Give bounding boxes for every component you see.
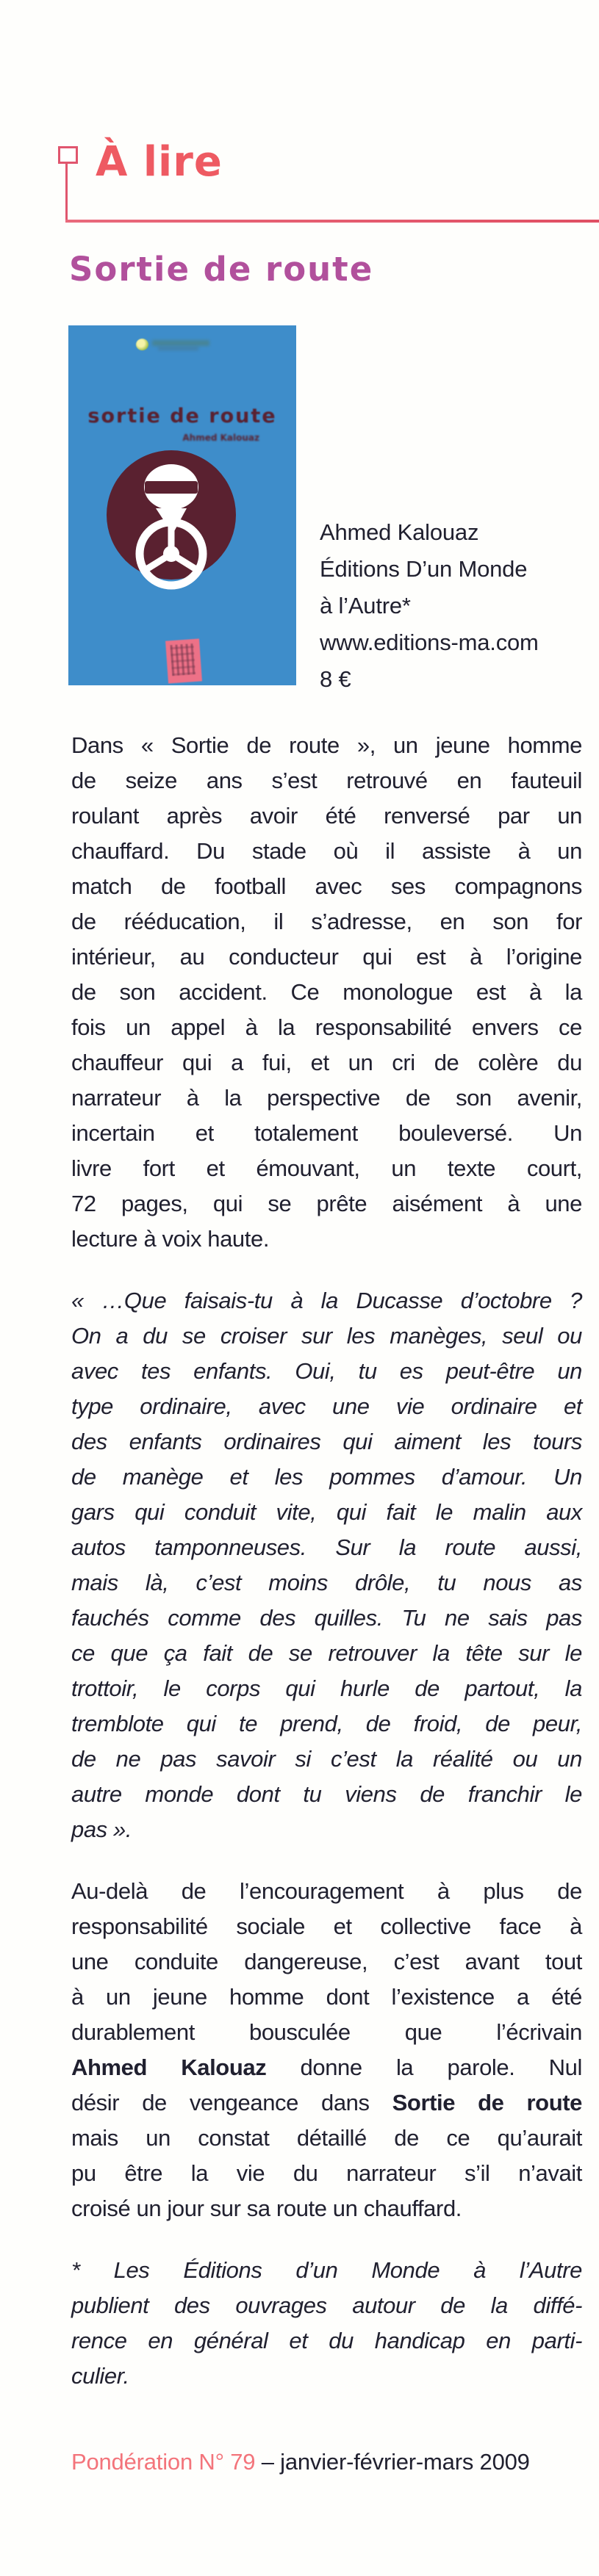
paragraph-line: mais un constat détaillé de ce qu’aurait (71, 2125, 582, 2151)
article-body (71, 728, 582, 2420)
paragraph-line: 72 pages, qui se prête aisément à une (71, 1191, 582, 1216)
paragraph-line: rence en général et du handicap en parti- (71, 2328, 582, 2353)
paragraph-line: livre fort et émouvant, un texte court, (71, 1155, 582, 1181)
paragraph-line: avec tes enfants. Oui, tu es peut-être un (71, 1358, 582, 1384)
section-rule-horizontal (65, 220, 599, 223)
book-cover-image (68, 325, 296, 685)
paragraph-line: incertain et totalement bouleversé. Un (71, 1120, 582, 1146)
paragraph-line: de seize ans s’est retrouvé en fauteuil (71, 768, 582, 793)
paragraph-line: intérieur, au conducteur qui est à l’origine (71, 944, 582, 970)
book-publisher-url: www.editions-ma.com (320, 629, 539, 655)
paragraph-line: lecture à voix haute. (71, 1226, 270, 1252)
paragraph-line: ce que ça fait de se retrouver la tête sur le (71, 1640, 582, 1666)
paragraph-line: On a du se croiser sur les manèges, seul ou (71, 1323, 582, 1349)
journal-name: Pondération N° 79 (71, 2449, 256, 2475)
paragraph (71, 1283, 582, 1847)
paragraph-line: mais là, c’est moins drôle, tu nous as (71, 1570, 582, 1595)
paragraph-line: de ne pas savoir si c’est la réalité ou un (71, 1746, 582, 1772)
cover-book-title: sortie de route (87, 405, 277, 427)
book-publisher-line2: à l’Autre* (320, 593, 411, 618)
article-title: Sortie de route (69, 250, 374, 289)
paragraph-line: match de football avec ses compagnons (71, 873, 582, 899)
paragraph-line: gars qui conduit vite, qui fait le malin aux (71, 1499, 582, 1525)
paragraph-line: pu être la vie du narrateur s’il n’avait (71, 2160, 582, 2186)
paragraph-line: pas ». (71, 1816, 132, 1842)
paragraph (71, 1874, 582, 2226)
paragraph-line: fauchés comme des quilles. Tu ne sais pas (71, 1605, 582, 1631)
paragraph-line: trottoir, le corps qui hurle de partout, la (71, 1675, 582, 1701)
paragraph-line: autre monde dont tu viens de franchir le (71, 1781, 582, 1807)
book-info-block (320, 514, 592, 698)
page-footer (71, 2449, 586, 2475)
section-corner-square-icon (58, 146, 78, 164)
paragraph-line: de manège et les pommes d’amour. Un (71, 1464, 582, 1490)
paragraph-line: chauffard. Du stade où il assiste à un (71, 838, 582, 864)
paragraph-line: de son accident. Ce monologue est à la (71, 979, 582, 1005)
paragraph-line: à un jeune homme dont l’existence a été (71, 1984, 582, 2010)
paragraph-line: type ordinaire, avec une vie ordinaire et (71, 1393, 582, 1419)
paragraph-line: de rééducation, il s’adresse, en son for (71, 909, 582, 934)
paragraph-line: une conduite dangereuse, c’est avant tout (71, 1949, 582, 1974)
paragraph-line: * Les Éditions d’un Monde à l’Autre (71, 2257, 582, 2283)
paragraph-line: culier. (71, 2363, 129, 2389)
book-publisher-line1: Éditions D’un Monde (320, 556, 528, 582)
paragraph-line: Dans « Sortie de route », un jeune homme (71, 732, 582, 758)
paragraph-line: fois un appel à la responsabilité envers ce (71, 1014, 582, 1040)
paragraph-line: responsabilité sociale et collective face à (71, 1913, 582, 1939)
driver-steering-wheel-illustration (68, 325, 296, 685)
paragraph-line: roulant après avoir été renversé par un (71, 803, 582, 829)
paragraph-line: des enfants ordinaires qui aiment les tours (71, 1429, 582, 1454)
section-rule-vertical (65, 162, 68, 221)
paragraph-line: croisé un jour sur sa route un chauffard. (71, 2196, 462, 2221)
paragraph (71, 2253, 582, 2394)
paragraph-line: autos tamponneuses. Sur la route aussi, (71, 1534, 582, 1560)
issue-date: – janvier-février-mars 2009 (261, 2449, 530, 2475)
paragraph (71, 728, 582, 1257)
paragraph-line: tremblote qui te prend, de froid, de peur, (71, 1711, 582, 1736)
paragraph-line: Ahmed Kalouaz donne la parole. Nul (71, 2054, 582, 2080)
paragraph-line: publient des ouvrages autour de la diffé- (71, 2292, 582, 2318)
paragraph-line: Au-delà de l’encouragement à plus de (71, 1878, 582, 1904)
paragraph-line: chauffeur qui a fui, et un cri de colère du (71, 1050, 582, 1075)
paragraph-line: durablement bousculée que l’écrivain (71, 2019, 582, 2045)
section-title: À lire (96, 138, 223, 186)
paragraph-line: « …Que faisais-tu à la Ducasse d’octobre ? (71, 1288, 582, 1313)
price-sticker (165, 638, 202, 683)
paragraph-line: narrateur à la perspective de son avenir, (71, 1085, 582, 1111)
book-price: 8 € (320, 666, 351, 692)
paragraph-line: désir de vengeance dans Sortie de route (71, 2090, 582, 2115)
cover-author-name: Ahmed Kalouaz (182, 433, 259, 443)
book-author: Ahmed Kalouaz (320, 519, 479, 545)
sticker-print-marks (170, 643, 196, 676)
